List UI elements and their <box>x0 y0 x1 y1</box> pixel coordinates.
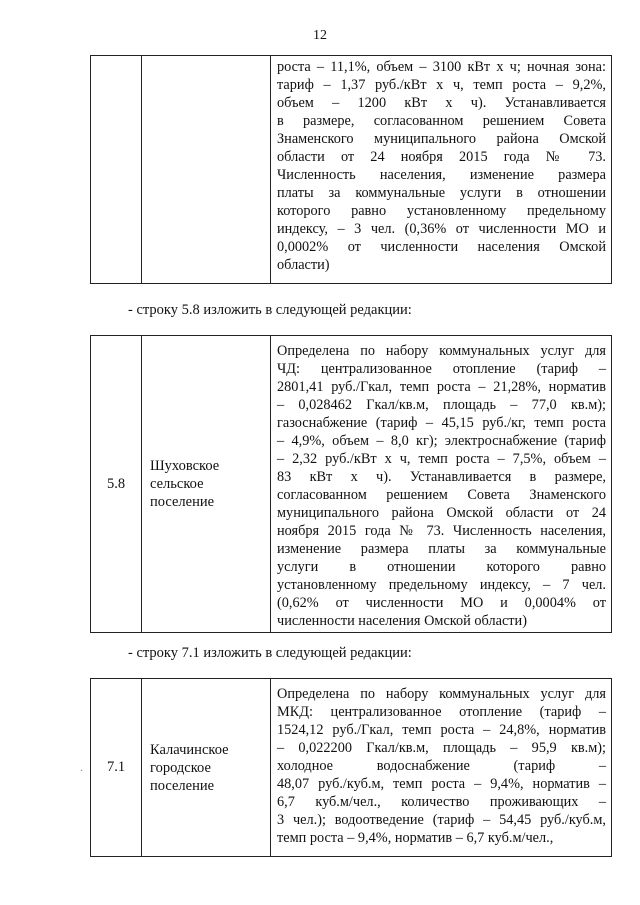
table-row-7-1 <box>90 678 612 857</box>
cell-text-continuation <box>271 56 612 284</box>
text-line: согласованном решением Совета Знаменского <box>277 487 606 503</box>
settlement-name-line: поселение <box>150 777 215 794</box>
text-line: – 0,022200 Гкал/кв.м, площадь – 95,9 кв.м); <box>277 740 606 756</box>
table-continuation <box>90 55 612 284</box>
text-line: ноября 2015 года № 73. Численность населения, <box>277 523 606 539</box>
settlement-name <box>142 679 271 857</box>
text-line: – 0,028462 Гкал/кв.м, площадь – 77,0 кв.м); <box>277 397 606 413</box>
text-line: Определена по набору коммунальных услуг для <box>277 343 606 359</box>
text-line: ЧД: централизованное отопление (тариф – <box>277 361 606 377</box>
row-description <box>271 679 612 857</box>
text-line: холодное водоснабжение (тариф – <box>277 758 606 774</box>
text-line: платы за коммунальные услуги в отношении <box>277 185 606 201</box>
settlement-name-line: городское <box>150 759 211 776</box>
settlement-name-line: сельское <box>150 476 204 492</box>
text-line: 83 кВт х ч). Устанавливается в размере, <box>277 469 606 485</box>
text-line: – 2,32 руб./кВт х ч, темп роста – 7,5%, объем – <box>277 451 606 467</box>
text-line: которого равно установленному предельному <box>277 203 606 219</box>
text-line: газоснабжение (тариф – 45,15 руб./кг, темп роста <box>277 415 606 431</box>
cell-number-empty <box>91 56 142 284</box>
settlement-name <box>142 336 271 633</box>
row-number: 5.8 <box>91 336 142 633</box>
text-line: 6,7 куб.м/чел., количество проживающих – <box>277 794 606 810</box>
text-line: области) <box>277 257 330 273</box>
instruction-row-5-8: - строку 5.8 изложить в следующей редакции: <box>128 302 412 318</box>
text-line: муниципального района Омской области от 24 <box>277 505 606 521</box>
text-line: темп роста – 9,4%, норматив – 6,7 куб.м/чел., <box>277 830 554 846</box>
row-number: 7.1 <box>91 679 142 857</box>
page-number: 12 <box>313 28 327 43</box>
text-line: области от 24 ноября 2015 года № 73. <box>277 149 606 165</box>
text-line: численности населения Омской области) <box>277 613 527 629</box>
text-line: Определена по набору коммунальных услуг для <box>277 686 606 702</box>
cell-name-empty <box>142 56 271 284</box>
text-line: индексу, – 3 чел. (0,36% от численности МО и <box>277 221 606 237</box>
text-line: установленному предельному индексу, – 7 чел. <box>277 577 606 593</box>
text-line: Знаменского муниципального района Омской <box>277 131 606 147</box>
text-line: тариф – 1,37 руб./кВт х ч, темп роста – 9,2%, <box>277 77 606 93</box>
text-line: объем – 1200 кВт х ч). Устанавливается <box>277 95 606 111</box>
table-row-5-8 <box>90 335 612 633</box>
row-description <box>271 336 612 633</box>
text-line: Численность населения, изменение размера <box>277 167 606 183</box>
settlement-name-line: Шуховское <box>150 458 220 474</box>
text-line: 0,0002% от численности населения Омской <box>277 239 606 255</box>
text-line: в размере, согласованном решением Совета <box>277 113 606 129</box>
text-line: 1524,12 руб./Гкал, темп роста – 24,8%, норматив <box>277 722 606 738</box>
text-line: услуги в отношении которого равно <box>277 559 606 575</box>
text-line: роста – 11,1%, объем – 3100 кВт х ч; ночная зона: <box>277 59 606 75</box>
instruction-row-7-1: - строку 7.1 изложить в следующей редакции: <box>128 645 412 661</box>
text-line: 2801,41 руб./Гкал, темп роста – 21,28%, норматив <box>277 379 606 395</box>
text-line: (0,62% от численности МО и 0,0004% от <box>277 595 606 611</box>
scan-dot: · <box>80 766 84 777</box>
settlement-name-line: поселение <box>150 494 215 510</box>
text-line: 48,07 руб./куб.м, темп роста – 9,4%, норматив – <box>277 776 606 792</box>
text-line: – 4,9%, объем – 8,0 кг); электроснабжение (тариф <box>277 433 606 449</box>
settlement-name-line: Калачинское <box>150 741 229 758</box>
text-line: МКД: централизованное отопление (тариф – <box>277 704 606 720</box>
text-line: изменение размера платы за коммунальные <box>277 541 606 557</box>
text-line: 3 чел.); водоотведение (тариф – 54,45 руб./куб.м, <box>277 812 606 828</box>
